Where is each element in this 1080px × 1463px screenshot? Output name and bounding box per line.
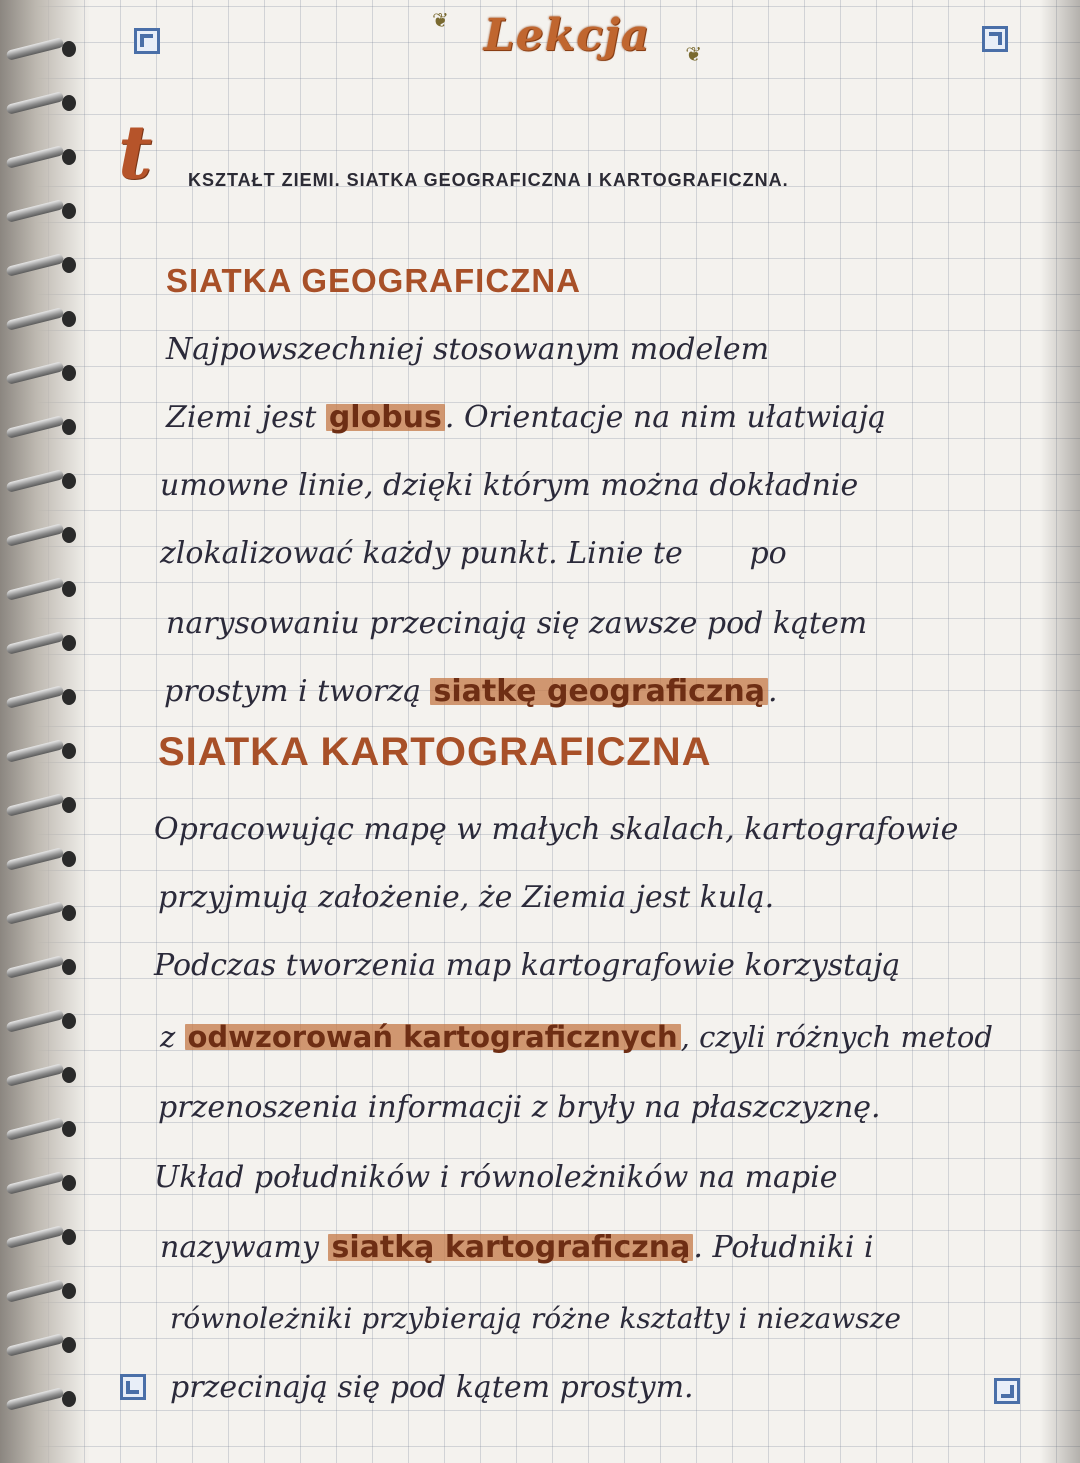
binding-ring-icon (6, 1280, 76, 1302)
binding-ring-icon (6, 146, 76, 168)
text-line: z odwzorowań kartograficznych , czyli różnych metod (160, 1020, 993, 1054)
binding-ring-icon (6, 686, 76, 708)
binding-ring-icon (6, 200, 76, 222)
binding-ring-icon (6, 956, 76, 978)
lesson-title: Lekcja (483, 10, 651, 61)
corner-bracket-bottom-left-icon (120, 1374, 146, 1400)
binding-ring-icon (6, 1118, 76, 1140)
binding-ring-icon (6, 578, 76, 600)
section-heading-geographic-grid: SIATKA GEOGRAFICZNA (166, 262, 581, 299)
binding-ring-icon (6, 92, 76, 114)
binding-ring-icon (6, 902, 76, 924)
binding-ring-icon (6, 1388, 76, 1410)
binding-ring-icon (6, 1334, 76, 1356)
text-line: nazywamy siatką kartograficzną . Południki i (160, 1230, 874, 1265)
binding-ring-icon (6, 308, 76, 330)
binding-ring-icon (6, 1064, 76, 1086)
leaf-decoration-icon: ❦ (432, 8, 449, 32)
text-line: równoleżniki przybierają różne kształty i niezawsze (170, 1302, 901, 1335)
topic-title: KSZTAŁT ZIEMI. SIATKA GEOGRAFICZNA I KARTOGRAFICZNA. (188, 170, 789, 190)
binding-ring-icon (6, 254, 76, 276)
text-line: Ziemi jest globus . Orientacje na nim ułatwiają (166, 400, 886, 435)
spiral-binding-icon (0, 0, 90, 1463)
text-line: przenoszenia informacji z bryły na płaszczyznę. (158, 1090, 881, 1125)
binding-ring-icon (6, 38, 76, 60)
text-line: Opracowując mapę w małych skalach, kartografowie (154, 812, 959, 847)
topic-initial-letter: t (118, 110, 153, 196)
text-line: prostym i tworzą siatkę geograficzną . (164, 674, 778, 709)
corner-bracket-top-left-icon (134, 28, 160, 54)
text-line: przyjmują założenie, że Ziemia jest kulą. (158, 880, 775, 915)
leaf-decoration-icon: ❦ (685, 42, 702, 66)
binding-ring-icon (6, 1172, 76, 1194)
text-line: Podczas tworzenia map kartografowie korzystają (154, 948, 901, 983)
binding-ring-icon (6, 470, 76, 492)
highlighted-term: globus (326, 400, 445, 435)
section-heading-cartographic-grid: SIATKA KARTOGRAFICZNA (158, 730, 712, 774)
text-line: umowne linie, dzięki którym można dokładnie (160, 468, 859, 503)
binding-ring-icon (6, 632, 76, 654)
binding-ring-icon (6, 848, 76, 870)
highlighted-term: siatkę geograficzną (430, 674, 768, 709)
binding-ring-icon (6, 1010, 76, 1032)
text-line: przecinają się pod kątem prostym. (170, 1370, 694, 1405)
binding-ring-icon (6, 1226, 76, 1248)
binding-ring-icon (6, 524, 76, 546)
text-line: Układ południków i równoleżników na mapie (154, 1160, 838, 1195)
highlighted-term: odwzorowań kartograficznych (185, 1020, 681, 1054)
lesson-title-badge (432, 4, 702, 74)
binding-ring-icon (6, 362, 76, 384)
binding-ring-icon (6, 794, 76, 816)
binding-ring-icon (6, 740, 76, 762)
text-line: narysowaniu przecinają się zawsze pod kątem (166, 606, 868, 641)
text-line: Najpowszechniej stosowanym modelem (166, 332, 770, 367)
corner-bracket-top-right-icon (982, 26, 1008, 52)
highlighted-term: siatką kartograficzną (328, 1230, 693, 1265)
binding-ring-icon (6, 416, 76, 438)
text-line: zlokalizować każdy punkt. Linie te po (160, 536, 787, 571)
corner-bracket-bottom-right-icon (994, 1378, 1020, 1404)
page-edge-shadow (1040, 0, 1080, 1463)
